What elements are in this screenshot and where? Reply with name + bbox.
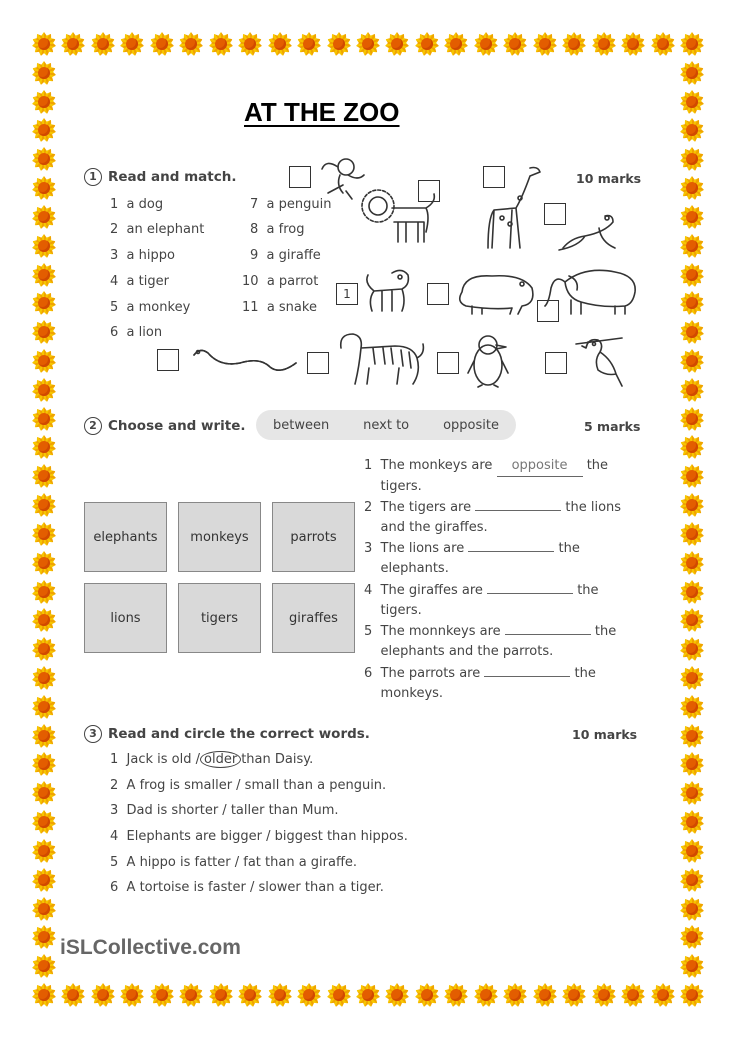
- sun-decoration-icon: [680, 637, 704, 661]
- sun-decoration-icon: [680, 608, 704, 632]
- sun-decoration-icon: [32, 435, 56, 459]
- sun-decoration-icon: [680, 291, 704, 315]
- sun-decoration-icon: [680, 868, 704, 892]
- sun-decoration-icon: [327, 983, 351, 1007]
- circle-sentence: 5 A hippo is fatter / fat than a giraffe.: [110, 855, 358, 870]
- answer-box-parrot[interactable]: [545, 352, 567, 374]
- sun-decoration-icon: [179, 983, 203, 1007]
- animal-card: parrots: [272, 502, 355, 572]
- sun-decoration-icon: [32, 954, 56, 978]
- animal-card: monkeys: [178, 502, 261, 572]
- sun-decoration-icon: [179, 32, 203, 56]
- word-bank: [256, 410, 516, 440]
- sun-decoration-icon: [680, 32, 704, 56]
- hippo-illustration: [452, 268, 537, 318]
- sun-decoration-icon: [327, 32, 351, 56]
- section1-number: 1: [84, 168, 102, 186]
- snake-illustration: [190, 343, 300, 378]
- animal-card: giraffes: [272, 583, 355, 653]
- sun-decoration-icon: [680, 752, 704, 776]
- circle-sentence: 4 Elephants are bigger / biggest than hippos.: [110, 829, 408, 844]
- sun-decoration-icon: [91, 983, 115, 1007]
- answer-box-tiger[interactable]: [307, 352, 329, 374]
- fill-sentence: 4 The giraffes are the tigers.: [364, 583, 599, 618]
- sun-decoration-icon: [268, 983, 292, 1007]
- sun-decoration-icon: [562, 32, 586, 56]
- section1-title: Read and match.: [108, 169, 237, 185]
- sun-decoration-icon: [474, 983, 498, 1007]
- sun-decoration-icon: [32, 666, 56, 690]
- answer-blank[interactable]: opposite: [497, 456, 583, 477]
- sun-decoration-icon: [503, 32, 527, 56]
- list-item: 6 a lion: [110, 325, 163, 340]
- sun-decoration-icon: [680, 205, 704, 229]
- section2-heading: [84, 417, 246, 435]
- sun-decoration-icon: [415, 983, 439, 1007]
- sun-decoration-icon: [32, 810, 56, 834]
- sun-decoration-icon: [32, 608, 56, 632]
- list-item: 4 a tiger: [110, 274, 169, 289]
- answer-box-dog[interactable]: 1: [336, 283, 358, 305]
- sun-decoration-icon: [356, 32, 380, 56]
- sun-decoration-icon: [680, 90, 704, 114]
- sun-decoration-icon: [32, 349, 56, 373]
- sun-decoration-icon: [680, 666, 704, 690]
- list-item: 9 a giraffe: [250, 248, 321, 263]
- section2-number: 2: [84, 417, 102, 435]
- fill-sentence: 1 The monkeys are opposite the tigers.: [364, 458, 609, 494]
- sun-decoration-icon: [32, 897, 56, 921]
- list-item: 7 a penguin: [250, 197, 332, 212]
- circle-sentence: 2 A frog is smaller / small than a penguin.: [110, 778, 387, 793]
- parrot-illustration: [572, 330, 632, 390]
- sun-decoration-icon: [32, 983, 56, 1007]
- list-item: 8 a frog: [250, 222, 305, 237]
- penguin-illustration: [466, 333, 511, 388]
- word-bank-item: between: [272, 417, 330, 433]
- sun-decoration-icon: [533, 32, 557, 56]
- list-item: 5 a monkey: [110, 300, 191, 315]
- sun-decoration-icon: [150, 32, 174, 56]
- sun-decoration-icon: [680, 493, 704, 517]
- sun-decoration-icon: [209, 32, 233, 56]
- elephant-illustration: [545, 262, 640, 317]
- sun-decoration-icon: [32, 464, 56, 488]
- answer-blank[interactable]: [505, 634, 591, 635]
- section2-marks: 5 marks: [584, 419, 641, 434]
- sun-decoration-icon: [680, 983, 704, 1007]
- sun-decoration-icon: [32, 752, 56, 776]
- sun-decoration-icon: [680, 147, 704, 171]
- sun-decoration-icon: [32, 263, 56, 287]
- sun-decoration-icon: [680, 695, 704, 719]
- sun-decoration-icon: [680, 724, 704, 748]
- sun-decoration-icon: [680, 464, 704, 488]
- sun-decoration-icon: [32, 724, 56, 748]
- sun-decoration-icon: [562, 983, 586, 1007]
- sun-decoration-icon: [120, 983, 144, 1007]
- sun-decoration-icon: [680, 407, 704, 431]
- page-title: AT THE ZOO: [244, 97, 400, 127]
- sun-decoration-icon: [680, 320, 704, 344]
- sun-decoration-icon: [680, 551, 704, 575]
- sun-decoration-icon: [680, 522, 704, 546]
- sun-decoration-icon: [32, 839, 56, 863]
- tiger-illustration: [335, 328, 427, 388]
- footer-watermark: iSLCollective.com: [60, 936, 241, 959]
- sun-decoration-icon: [444, 983, 468, 1007]
- sun-decoration-icon: [32, 378, 56, 402]
- sun-decoration-icon: [474, 32, 498, 56]
- sun-decoration-icon: [385, 32, 409, 56]
- sun-decoration-icon: [680, 781, 704, 805]
- list-item: 3 a hippo: [110, 248, 175, 263]
- animal-card: lions: [84, 583, 167, 653]
- sun-decoration-icon: [61, 983, 85, 1007]
- section3-number: 3: [84, 725, 102, 743]
- animal-card: tigers: [178, 583, 261, 653]
- sun-decoration-icon: [415, 32, 439, 56]
- answer-blank[interactable]: [468, 551, 554, 552]
- sun-decoration-icon: [680, 378, 704, 402]
- sun-decoration-icon: [32, 320, 56, 344]
- animal-card: elephants: [84, 502, 167, 572]
- sun-decoration-icon: [651, 983, 675, 1007]
- dog-illustration: [362, 265, 417, 315]
- sun-decoration-icon: [32, 61, 56, 85]
- sun-decoration-icon: [32, 695, 56, 719]
- answer-box-hippo[interactable]: [427, 283, 449, 305]
- lion-illustration: [360, 182, 440, 247]
- sun-decoration-icon: [32, 407, 56, 431]
- sun-decoration-icon: [32, 32, 56, 56]
- sun-decoration-icon: [621, 983, 645, 1007]
- sun-decoration-icon: [297, 983, 321, 1007]
- fill-sentence: 5 The monnkeys are the elephants and the parrots.: [364, 624, 617, 659]
- list-item: 2 an elephant: [110, 222, 205, 237]
- sun-decoration-icon: [503, 983, 527, 1007]
- sun-decoration-icon: [680, 263, 704, 287]
- sun-decoration-icon: [150, 983, 174, 1007]
- sun-decoration-icon: [651, 32, 675, 56]
- answer-box-snake[interactable]: [157, 349, 179, 371]
- sun-decoration-icon: [356, 983, 380, 1007]
- sun-decoration-icon: [680, 580, 704, 604]
- sun-decoration-icon: [680, 435, 704, 459]
- answer-blank[interactable]: [487, 593, 573, 594]
- sun-decoration-icon: [680, 925, 704, 949]
- section2-title: Choose and write.: [108, 418, 246, 434]
- sun-decoration-icon: [32, 90, 56, 114]
- sun-decoration-icon: [297, 32, 321, 56]
- circle-sentence: 1 Jack is old / older than Daisy.: [110, 752, 314, 767]
- sun-decoration-icon: [32, 868, 56, 892]
- sun-decoration-icon: [680, 61, 704, 85]
- answer-box-penguin[interactable]: [437, 352, 459, 374]
- sun-decoration-icon: [444, 32, 468, 56]
- sun-decoration-icon: [120, 32, 144, 56]
- list-item: 10 a parrot: [242, 274, 319, 289]
- sun-decoration-icon: [32, 781, 56, 805]
- sun-decoration-icon: [238, 32, 262, 56]
- answer-blank[interactable]: [475, 510, 561, 511]
- section3-title: Read and circle the correct words.: [108, 726, 370, 742]
- sun-decoration-icon: [533, 983, 557, 1007]
- sun-decoration-icon: [32, 291, 56, 315]
- sun-decoration-icon: [680, 897, 704, 921]
- sun-decoration-icon: [32, 205, 56, 229]
- sun-decoration-icon: [32, 925, 56, 949]
- section1-marks: 10 marks: [576, 171, 642, 186]
- sun-decoration-icon: [268, 32, 292, 56]
- sun-decoration-icon: [592, 983, 616, 1007]
- sun-decoration-icon: [680, 176, 704, 200]
- sun-decoration-icon: [680, 839, 704, 863]
- sun-decoration-icon: [32, 522, 56, 546]
- answer-blank[interactable]: [484, 676, 570, 677]
- section3-marks: 10 marks: [572, 727, 638, 742]
- circled-word[interactable]: older: [200, 751, 241, 768]
- sun-decoration-icon: [209, 983, 233, 1007]
- sun-decoration-icon: [32, 551, 56, 575]
- word-bank-item: opposite: [443, 417, 499, 433]
- sun-decoration-icon: [621, 32, 645, 56]
- sun-decoration-icon: [32, 118, 56, 142]
- sun-decoration-icon: [680, 349, 704, 373]
- fill-sentence: 2 The tigers are the lions and the giraffes.: [364, 500, 622, 535]
- sun-decoration-icon: [238, 983, 262, 1007]
- circle-sentence: 6 A tortoise is faster / slower than a tiger.: [110, 880, 384, 895]
- fill-sentence: 6 The parrots are the monkeys.: [364, 666, 596, 701]
- sun-decoration-icon: [32, 493, 56, 517]
- section3-heading: [84, 725, 370, 743]
- list-item: 1 a dog: [110, 197, 164, 212]
- sun-decoration-icon: [61, 32, 85, 56]
- list-item: 11 a snake: [242, 300, 317, 315]
- answer-box-monkey[interactable]: [289, 166, 311, 188]
- sun-decoration-icon: [32, 234, 56, 258]
- sun-decoration-icon: [32, 637, 56, 661]
- sun-decoration-icon: [32, 176, 56, 200]
- sun-decoration-icon: [385, 983, 409, 1007]
- sun-decoration-icon: [32, 580, 56, 604]
- sun-decoration-icon: [91, 32, 115, 56]
- giraffe-illustration: [480, 158, 545, 253]
- section1-heading: [84, 168, 236, 186]
- sun-decoration-icon: [32, 147, 56, 171]
- sun-decoration-icon: [680, 234, 704, 258]
- sun-decoration-icon: [680, 810, 704, 834]
- circle-sentence: 3 Dad is shorter / taller than Mum.: [110, 803, 339, 818]
- sun-decoration-icon: [680, 954, 704, 978]
- sun-decoration-icon: [592, 32, 616, 56]
- fill-sentence: 3 The lions are the elephants.: [364, 541, 580, 576]
- sun-decoration-icon: [680, 118, 704, 142]
- word-bank-item: next to: [363, 417, 410, 433]
- frog-illustration: [555, 208, 620, 253]
